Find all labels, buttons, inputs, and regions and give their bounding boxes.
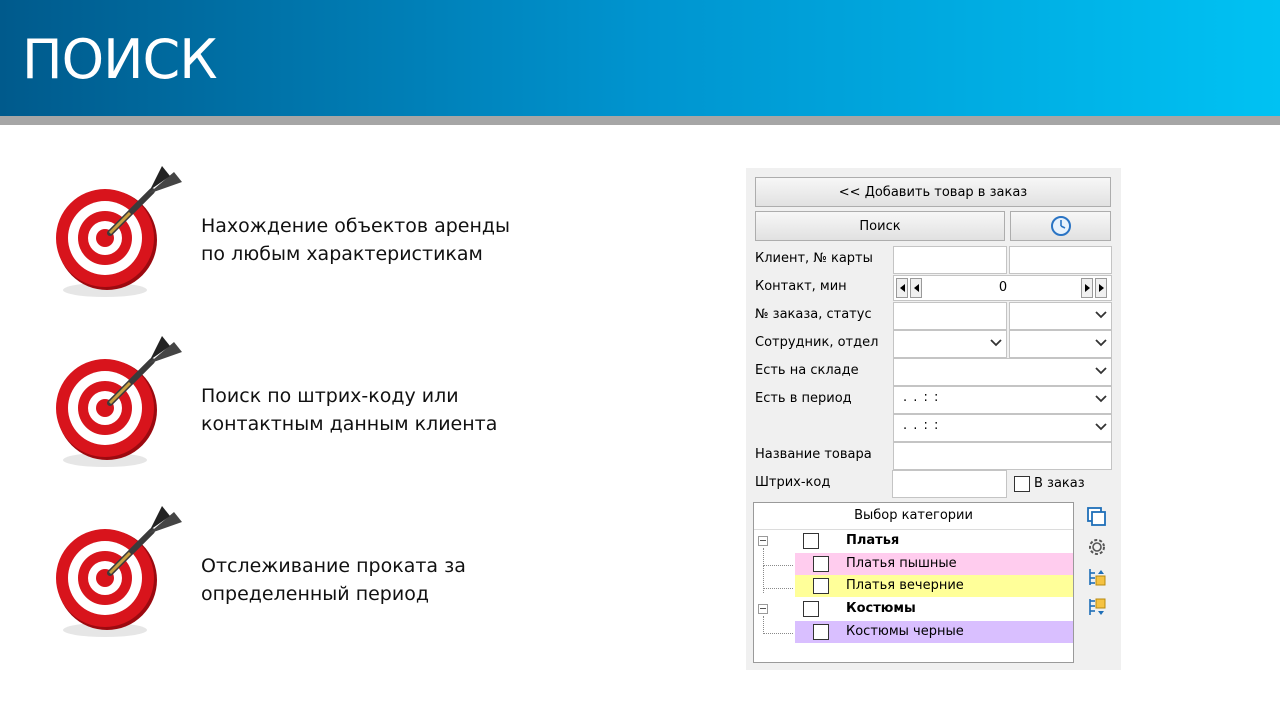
bullet-line: Поиск по штрих-коду или [201,385,459,407]
product-name-label: Название товара [755,447,872,462]
tree-row-suits[interactable] [754,598,1073,621]
client-field[interactable] [893,246,1007,274]
in-period-label: Есть в период [755,391,852,406]
bullet-line: по любым характеристикам [201,243,483,265]
target-dart-icon [50,506,190,646]
in-order-checkbox[interactable] [1014,476,1030,492]
contact-label: Контакт, мин [755,279,847,294]
collapse-toggle[interactable] [758,536,768,546]
bullet-item [50,166,570,306]
bullet-item [50,336,570,476]
employee-select[interactable] [893,330,1007,358]
clock-button[interactable] [1010,211,1111,241]
header-divider [0,116,1280,125]
in-stock-label: Есть на складе [755,363,859,378]
period-to-value: . . : : [903,418,940,433]
order-label: № заказа, статус [755,307,872,322]
add-to-order-button[interactable]: << Добавить товар в заказ [755,177,1111,207]
category-label: Платья пышные [846,556,957,571]
category-checkbox[interactable] [813,578,829,594]
order-status-select[interactable] [1009,302,1112,330]
target-dart-icon [50,336,190,476]
contact-minutes-value: 0 [998,280,1008,295]
spin-last-button[interactable] [1095,278,1107,298]
slide-title: ПОИСК [22,28,217,91]
collapse-tree-icon[interactable] [1086,596,1108,618]
barcode-field[interactable] [892,470,1007,498]
collapse-toggle[interactable] [758,604,768,614]
bullet-line: контактным данным клиента [201,413,498,435]
category-tree [753,502,1074,663]
chevron-down-icon [1094,307,1108,321]
search-button[interactable]: Поиск [755,211,1005,241]
barcode-label: Штрих-код [755,475,831,490]
category-checkbox[interactable] [803,601,819,617]
slide-header [0,0,1280,116]
clock-icon [1050,215,1072,237]
tree-row-dresses-fluffy[interactable] [754,553,1073,576]
period-from-value: . . : : [903,390,940,405]
chevron-down-icon [989,335,1003,349]
bullet-line: Отслеживание проката за [201,555,466,577]
search-panel [746,168,1121,670]
in-stock-select[interactable] [893,358,1112,386]
category-tree-header: Выбор категории [854,508,973,523]
bullet-line: определенный период [201,583,429,605]
tree-row-suits-black[interactable] [754,621,1073,644]
employee-label: Сотрудник, отдел [755,335,879,350]
card-number-field[interactable] [1009,246,1112,274]
contact-minutes-stepper[interactable] [893,275,1112,301]
expand-tree-icon[interactable] [1086,566,1108,588]
bullet-item [50,506,570,646]
category-label: Платья [846,533,900,548]
category-label: Костюмы черные [846,624,964,639]
period-to-picker[interactable] [893,414,1112,442]
chevron-down-icon [1094,419,1108,433]
client-label: Клиент, № карты [755,251,873,266]
spin-prev-button[interactable] [910,278,922,298]
category-checkbox[interactable] [813,556,829,572]
order-number-field[interactable] [893,302,1007,330]
chevron-down-icon [1094,335,1108,349]
category-label: Костюмы [846,601,916,616]
chevron-down-icon [1094,363,1108,377]
spin-first-button[interactable] [896,278,908,298]
spin-next-button[interactable] [1081,278,1093,298]
tree-row-dresses[interactable] [754,530,1073,553]
tree-row-dresses-evening[interactable] [754,575,1073,598]
gear-icon[interactable] [1086,536,1108,558]
category-checkbox[interactable] [813,624,829,640]
period-from-picker[interactable] [893,386,1112,414]
copy-icon[interactable] [1086,506,1108,528]
bullet-line: Нахождение объектов аренды [201,215,511,237]
chevron-down-icon [1094,391,1108,405]
category-checkbox[interactable] [803,533,819,549]
target-dart-icon [50,166,190,306]
category-label: Платья вечерние [846,578,964,593]
department-select[interactable] [1009,330,1112,358]
in-order-label: В заказ [1034,476,1085,491]
product-name-field[interactable] [893,442,1112,470]
